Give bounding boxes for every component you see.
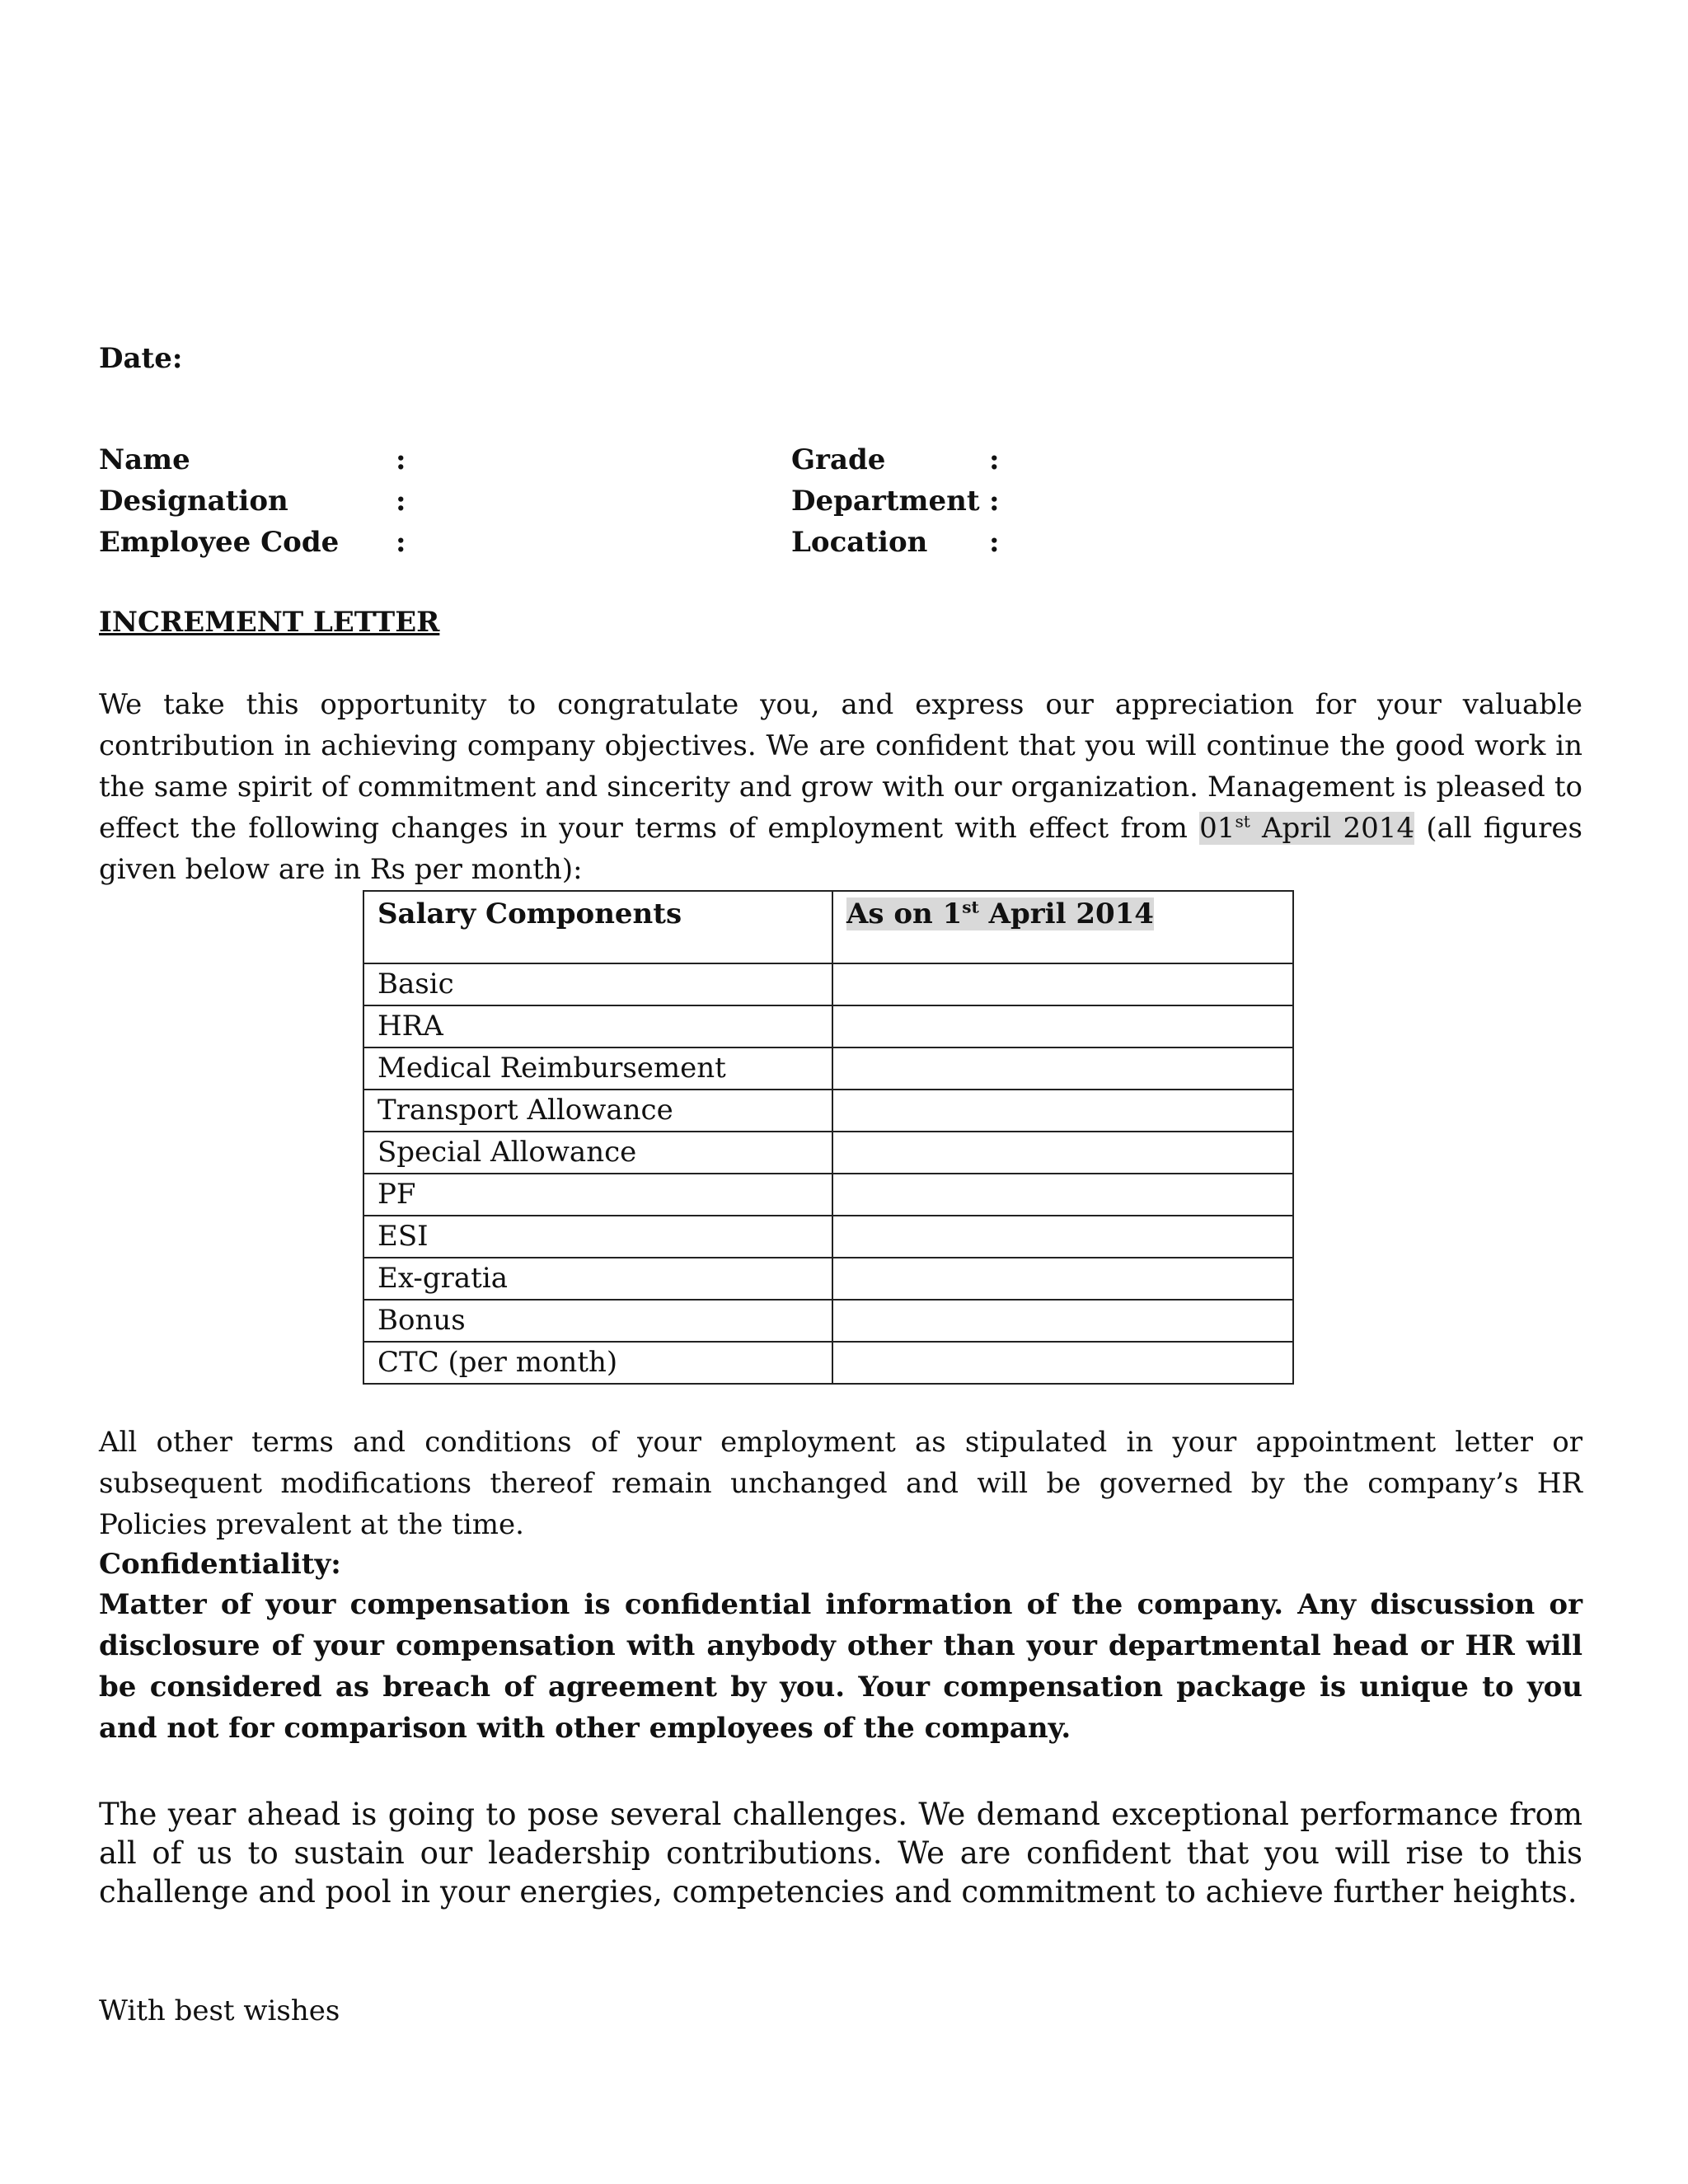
grade-label: Grade [791,443,886,476]
table-row [363,963,1293,1005]
designation-colon: : [396,485,406,518]
effective-date-sup: st [1235,811,1250,832]
table-row [363,1258,1293,1300]
grade-colon: : [989,443,1000,476]
department-label: Department [791,485,980,518]
value-cell [832,1300,1293,1342]
value-cell [832,1005,1293,1047]
table-row [363,1300,1293,1342]
component-cell: Special Allowance [363,1132,832,1174]
effective-date-rest: April 2014 [1250,812,1415,845]
intro-text-before: We take this opportunity to congratulate you, and express our appreciation for your valuable contribution in achieving company objectives. We are confident that you will continue the good work in the same spirit of commitment and sincerity and grow with our organization. Management is pleased to effect the following changes in your terms of employment with effect from [99,688,1582,845]
location-colon: : [989,526,1000,559]
value-cell [832,1047,1293,1090]
table-row [363,1342,1293,1384]
salary-table-header [363,891,1293,963]
value-cell [832,963,1293,1005]
table-row [363,1047,1293,1090]
table-row [363,1090,1293,1132]
closing-line: With best wishes [99,1994,340,2027]
effective-date-day: 01 [1199,812,1236,845]
component-cell: Ex-gratia [363,1258,832,1300]
component-cell: Transport Allowance [363,1090,832,1132]
component-cell: Basic [363,963,832,1005]
value-cell [832,1342,1293,1384]
component-cell: HRA [363,1005,832,1047]
component-cell: Bonus [363,1300,832,1342]
employee-fields [99,439,1006,563]
value-cell [832,1090,1293,1132]
employee-code-colon: : [396,526,406,559]
letter-title: INCREMENT LETTER [99,606,440,639]
department-colon: : [989,485,1000,518]
name-label: Name [99,443,190,476]
confidentiality-body: Matter of your compensation is confidential information of the company. Any discussion or disclosure of your compensation with anybody other than your departmental head or HR will be considered as breach of agreement by you. Your compensation package is unique to you and not for comparison with other employees of the company. [99,1588,1582,1745]
field-row-designation [99,480,1006,522]
header-date-post: April 2014 [978,898,1154,930]
table-row [363,1132,1293,1174]
salary-table [363,890,1294,1385]
component-cell: ESI [363,1216,832,1258]
value-cell [832,1216,1293,1258]
value-cell [832,1132,1293,1174]
header-date-highlight [846,898,1154,930]
header-date-sup: st [962,897,979,917]
header-as-on-date [832,891,1293,963]
employee-code-label: Employee Code [99,526,340,559]
intro-text-after: (all figures given below are in Rs per month): [99,812,1582,886]
year-ahead-paragraph: The year ahead is going to pose several challenges. We demand exceptional performance from all of us to sustain our leadership contributions. We are confident that you will rise to this challenge and pool in your energies, competencies and commitment to achieve further heights. [99,1797,1582,1910]
value-cell [832,1258,1293,1300]
component-cell: PF [363,1174,832,1216]
table-row [363,1005,1293,1047]
field-row-name [99,439,1006,480]
name-colon: : [396,443,406,476]
field-row-employee-code [99,522,1006,563]
designation-label: Designation [99,485,288,518]
value-cell [832,1174,1293,1216]
component-cell: CTC (per month) [363,1342,832,1384]
intro-paragraph [99,684,1582,890]
date-label: Date: [99,342,183,375]
header-date-pre: As on 1 [846,898,963,930]
table-row [363,1216,1293,1258]
effective-date [1199,812,1414,845]
component-cell: Medical Reimbursement [363,1047,832,1090]
location-label: Location [791,526,928,559]
confidentiality-heading: Confidentiality: [99,1548,341,1581]
terms-paragraph: All other terms and conditions of your employment as stipulated in your appointment letter or subsequent modifications thereof remain unchanged and will be governed by the company’s HR Policies prevalent at the time. [99,1426,1582,1541]
table-row [363,1174,1293,1216]
header-salary-components: Salary Components [363,891,832,963]
